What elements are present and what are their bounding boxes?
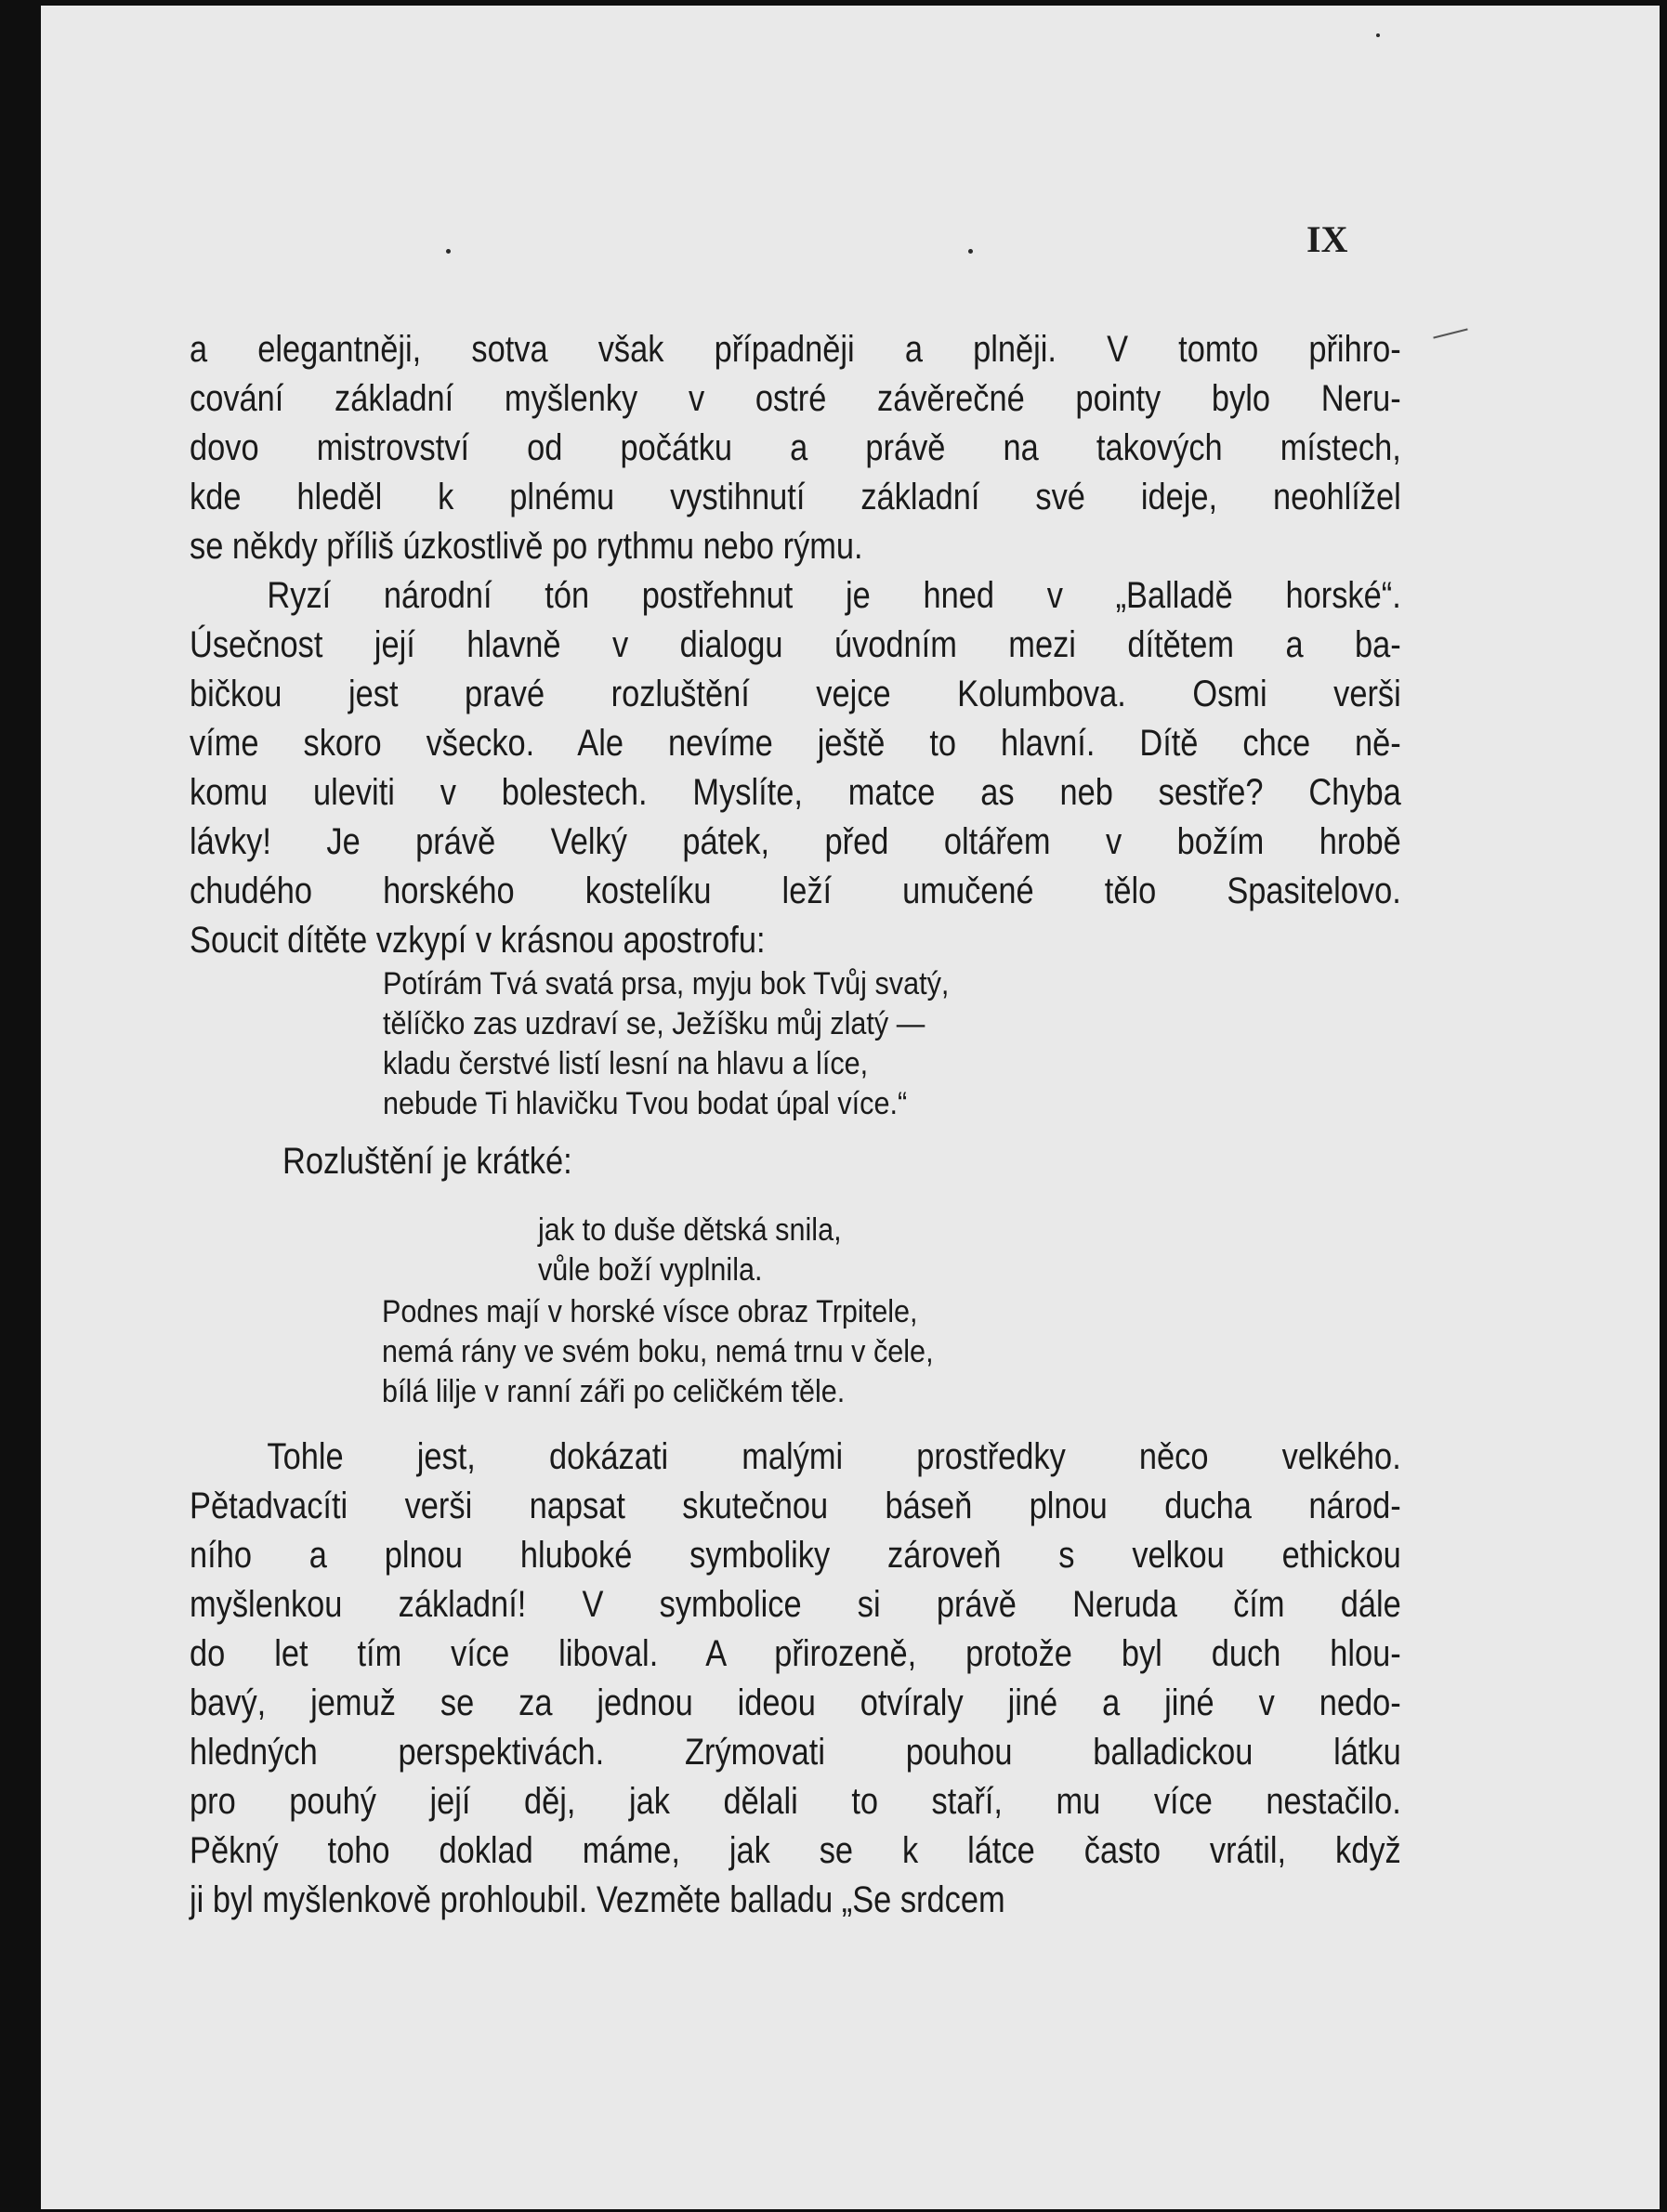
verse-2a (538, 1211, 842, 1290)
text-line: komu uleviti v bolestech. Myslíte, matce as neb sestře? Chyba (190, 772, 1401, 813)
text-line: Soucit dítěte vzkypí v krásnou apostrofu: (190, 920, 766, 961)
paragraph-2 (190, 571, 1401, 965)
print-speck (968, 249, 973, 254)
page-number: IX (1306, 218, 1348, 260)
text-line: Úsečnost její hlavně v dialogu úvodním mezi dítětem a ba- (190, 624, 1401, 665)
text-line: ji byl myšlenkově prohloubil. Vezměte balladu „Se srdcem (190, 1879, 1005, 1920)
text-line: Ryzí národní tón postřehnut je hned v „Balladě horské“. (267, 575, 1401, 616)
verse-2b (382, 1292, 934, 1412)
text-line: bičkou jest pravé rozluštění vejce Kolumbova. Osmi verši (190, 674, 1401, 714)
text-line: nemá rány ve svém boku, nemá trnu v čele, (382, 1334, 934, 1369)
verse-1 (383, 964, 949, 1124)
text-line: pro pouhý její děj, jak dělali to staří, mu více nestačilo. (190, 1781, 1401, 1822)
text-line: Potírám Tvá svatá prsa, myju bok Tvůj svatý, (383, 966, 950, 1001)
text-line: nebude Ti hlavičku Tvou bodat úpal více.“ (383, 1086, 908, 1121)
text-line: se někdy příliš úzkostlivě po rythmu nebo rýmu. (190, 526, 863, 567)
text-line: kladu čerstvé listí lesní na hlavu a líce, (383, 1046, 869, 1081)
text-line: víme skoro všecko. Ale nevíme ještě to hlavní. Dítě chce ně- (190, 723, 1401, 764)
text-line: lávky! Je právě Velký pátek, před oltářem v božím hrobě (190, 821, 1401, 862)
text-line: vůle boží vyplnila. (538, 1252, 763, 1288)
text-line: myšlenkou základní! V symbolice si právě Neruda čím dále (190, 1584, 1401, 1625)
resolution-heading: Rozluštění je krátké: (282, 1141, 572, 1182)
text-line: Pětadvacíti verši napsat skutečnou báseň plnou ducha národ- (190, 1486, 1401, 1526)
text-line: Podnes mají v horské vísce obraz Trpitele, (382, 1294, 918, 1329)
text-line: a elegantněji, sotva však případněji a plněji. V tomto přihro- (190, 329, 1401, 370)
text-line: ního a plnou hluboké symboliky zároveň s velkou ethickou (190, 1535, 1401, 1576)
text-line: jak to duše dětská snila, (538, 1212, 842, 1248)
text-line: kde hleděl k plnému vystihnutí základní své ideje, neohlížel (190, 477, 1401, 517)
text-line: Tohle jest, dokázati malými prostředky něco velkého. (267, 1436, 1401, 1477)
book-page (41, 6, 1660, 2209)
text-line: Pěkný toho doklad máme, jak se k látce často vrátil, když (190, 1830, 1401, 1871)
text-line: hledných perspektivách. Zrýmovati pouhou balladickou látku (190, 1732, 1401, 1773)
text-line: chudého horského kostelíku leží umučené tělo Spasitelovo. (190, 870, 1401, 911)
text-line: bavý, jemuž se za jednou ideou otvíraly jiné a jiné v nedo- (190, 1682, 1401, 1723)
text-line: cování základní myšlenky v ostré závěrečné pointy bylo Neru- (190, 378, 1401, 419)
print-speck (446, 249, 451, 254)
text-line: do let tím více liboval. A přirozeně, protože byl duch hlou- (190, 1633, 1401, 1674)
margin-mark (1433, 328, 1467, 338)
paragraph-1 (190, 325, 1401, 571)
text-line: tělíčko zas uzdraví se, Ježíšku můj zlatý — (383, 1006, 925, 1041)
text-line: dovo mistrovství od počátku a právě na takových místech, (190, 427, 1401, 468)
text-line: bílá lilje v ranní záři po celičkém těle. (382, 1374, 846, 1409)
paragraph-3 (190, 1433, 1401, 1925)
print-speck (1376, 33, 1380, 37)
